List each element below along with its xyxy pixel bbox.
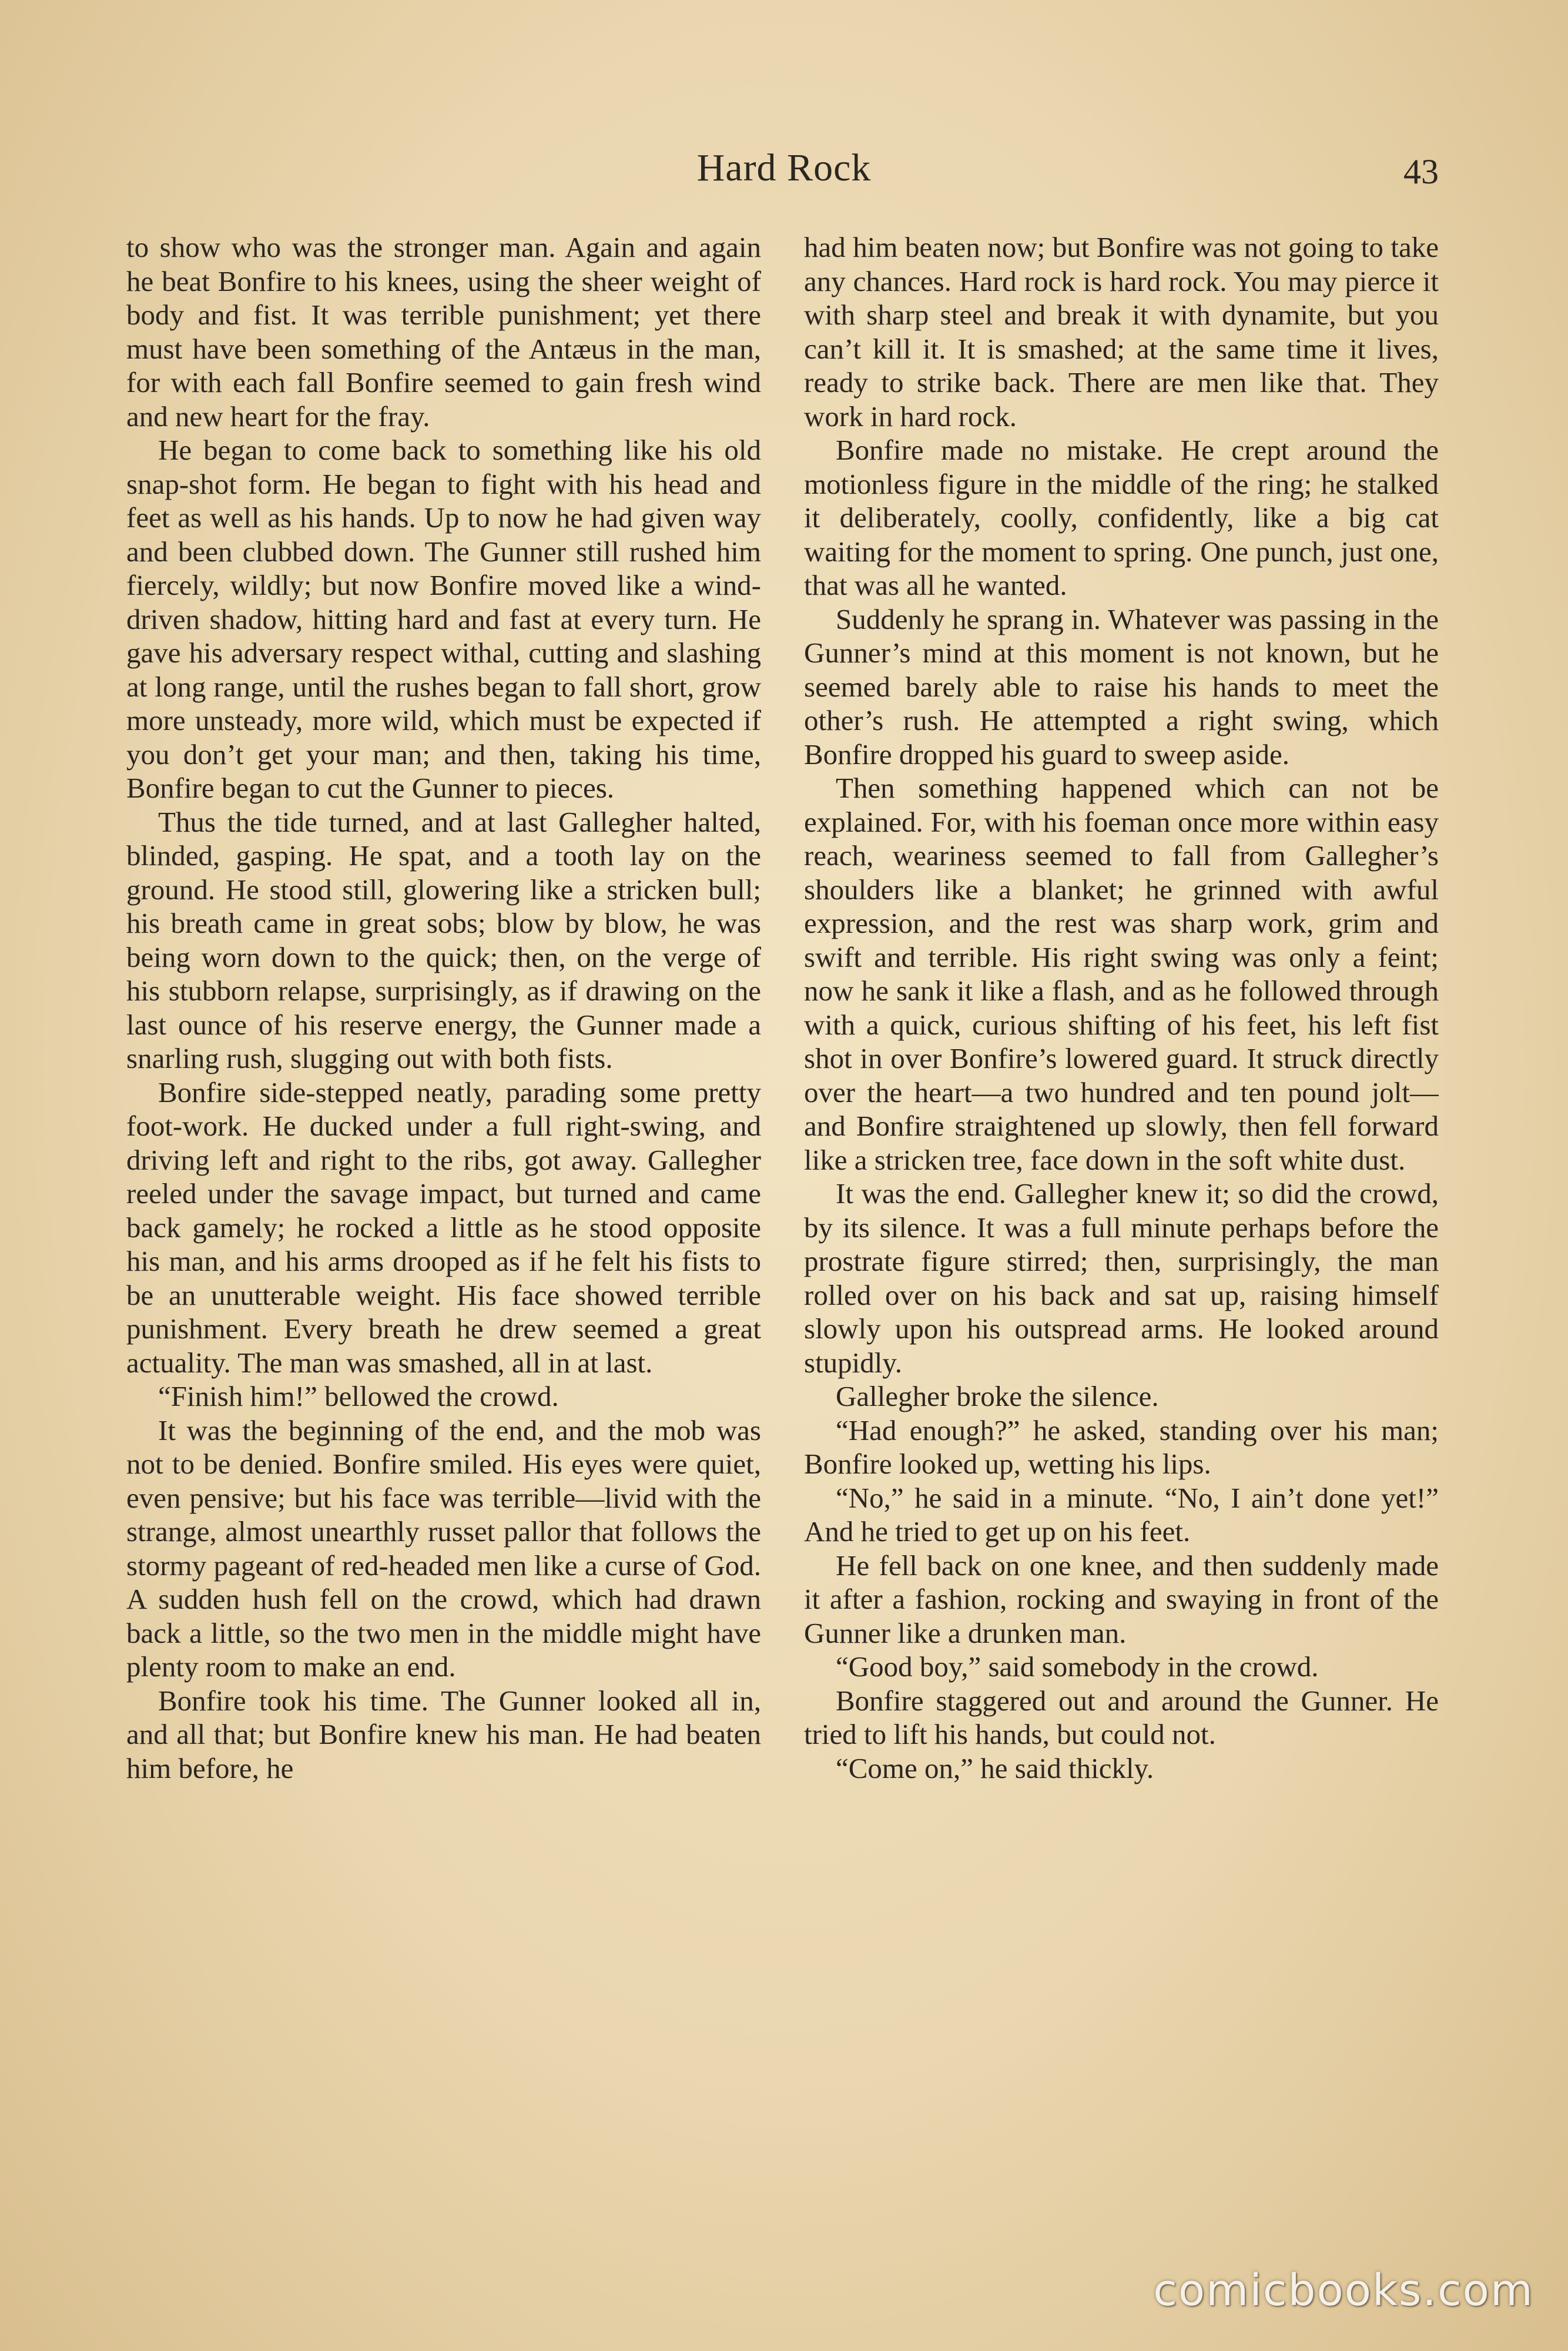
paragraph: He began to come back to something like his old snap-shot form. He began to fight with his head and feet as well as his hands. Up to now he had given way and been clubbed down. The Gunner still rushed him fiercely, wildly; but now Bonfire moved like a wind-driven shadow, hitting hard and fast at every turn. He gave his adversary respect withal, cutting and slashing at long range, until the rushes began to fall short, grow more unsteady, more wild, which must be expected if you don’t get your man; and then, taking his time, Bonfire began to cut the Gunner to pieces. bbox=[126, 434, 761, 804]
right-text-column bbox=[804, 230, 1439, 2188]
paragraph: had him beaten now; but Bonfire was not going to take any chances. Hard rock is hard rock. You may pierce it with sharp steel and break it with dynamite, but you can’t kill it. It is smashed; at the same time it lives, ready to strike back. There are men like that. They work in hard rock. bbox=[804, 231, 1439, 433]
paragraph: “No,” he said in a minute. “No, I ain’t done yet!” And he tried to get up on his feet. bbox=[804, 1481, 1439, 1548]
paragraph: Bonfire staggered out and around the Gunner. He tried to lift his hands, but could not. bbox=[804, 1684, 1439, 1750]
paragraph: Bonfire made no mistake. He crept around the motionless figure in the middle of the ring; he stalked it deliberately, coolly, confidently, like a big cat waiting for the moment to spring. One punch, just one, that was all he wanted. bbox=[804, 434, 1439, 601]
paragraph: It was the beginning of the end, and the mob was not to be denied. Bonfire smiled. His eyes were quiet, even pensive; but his face was terrible—livid with the strange, almost unearthly russet pallor that follows the stormy pageant of red-headed men like a curse of God. A sudden hush fell on the crowd, which had drawn back a little, so the two men in the middle might have plenty room to make an end. bbox=[126, 1414, 761, 1683]
left-text-column bbox=[126, 230, 761, 2188]
running-head-title: Hard Rock bbox=[696, 146, 872, 189]
paragraph: to show who was the stronger man. Again and again he beat Bonfire to his knees, using the sheer weight of body and fist. It was terrible punishment; yet there must have been something of the Antæus in the man, for with each fall Bonfire seemed to gain fresh wind and new heart for the fray. bbox=[126, 231, 761, 433]
paragraph: It was the end. Gallegher knew it; so did the crowd, by its silence. It was a full minute perhaps before the prostrate figure stirred; then, surprisingly, the man rolled over on his back and sat up, raising himself slowly upon his outspread arms. He looked around stupidly. bbox=[804, 1177, 1439, 1379]
paragraph: Bonfire side-stepped neatly, parading some pretty foot-work. He ducked under a full right-swing, and driving left and right to the ribs, got away. Gallegher reeled under the savage impact, but turned and came back gamely; he rocked a little as he stood opposite his man, and his arms drooped as if he felt his fists to be an unutterable weight. His face showed terrible punishment. Every breath he drew seemed a great actuality. The man was smashed, all in at last. bbox=[126, 1076, 761, 1379]
paragraph: Bonfire took his time. The Gunner looked all in, and all that; but Bonfire knew his man. He had beaten him before, he bbox=[126, 1684, 761, 1784]
site-watermark: comicbooks.com bbox=[1153, 2265, 1534, 2316]
paragraph: Then something happened which can not be explained. For, with his foeman once more within easy reach, weariness seemed to fall from Gallegher’s shoulders like a blanket; he grinned with awful expression, and the rest was sharp work, grim and swift and terrible. His right swing was only a feint; now he sank it like a flash, and as he followed through with a quick, curious shifting of his feet, his left fist shot in over Bonfire’s lowered guard. It struck directly over the heart—a two hundred and ten pound jolt—and Bonfire straightened up slowly, then fell forward like a stricken tree, face down in the soft white dust. bbox=[804, 772, 1439, 1176]
page-number: 43 bbox=[1403, 152, 1439, 191]
paragraph: “Come on,” he said thickly. bbox=[836, 1751, 1154, 1784]
paragraph: Suddenly he sprang in. Whatever was passing in the Gunner’s mind at this moment is not known, but he seemed barely able to raise his hands to meet the other’s rush. He attempted a right swing, which Bonfire dropped his guard to sweep aside. bbox=[804, 602, 1439, 771]
paragraph: Gallegher broke the silence. bbox=[836, 1380, 1159, 1412]
paragraph: “Good boy,” said somebody in the crowd. bbox=[836, 1650, 1319, 1683]
paragraph: He fell back on one knee, and then suddenly made it after a fashion, rocking and swaying in front of the Gunner like a drunken man. bbox=[804, 1549, 1439, 1649]
paragraph: “Finish him!” bellowed the crowd. bbox=[158, 1380, 559, 1412]
paragraph: Thus the tide turned, and at last Gallegher halted, blinded, gasping. He spat, and a tooth lay on the ground. He stood still, glowering like a stricken bull; his breath came in great sobs; blow by blow, he was being worn down to the quick; then, on the verge of his stubborn relapse, surprisingly, as if drawing on the last ounce of his reserve energy, the Gunner made a snarling rush, slugging out with both fists. bbox=[126, 805, 761, 1074]
paragraph: “Had enough?” he asked, standing over his man; Bonfire looked up, wetting his lips. bbox=[804, 1414, 1439, 1480]
